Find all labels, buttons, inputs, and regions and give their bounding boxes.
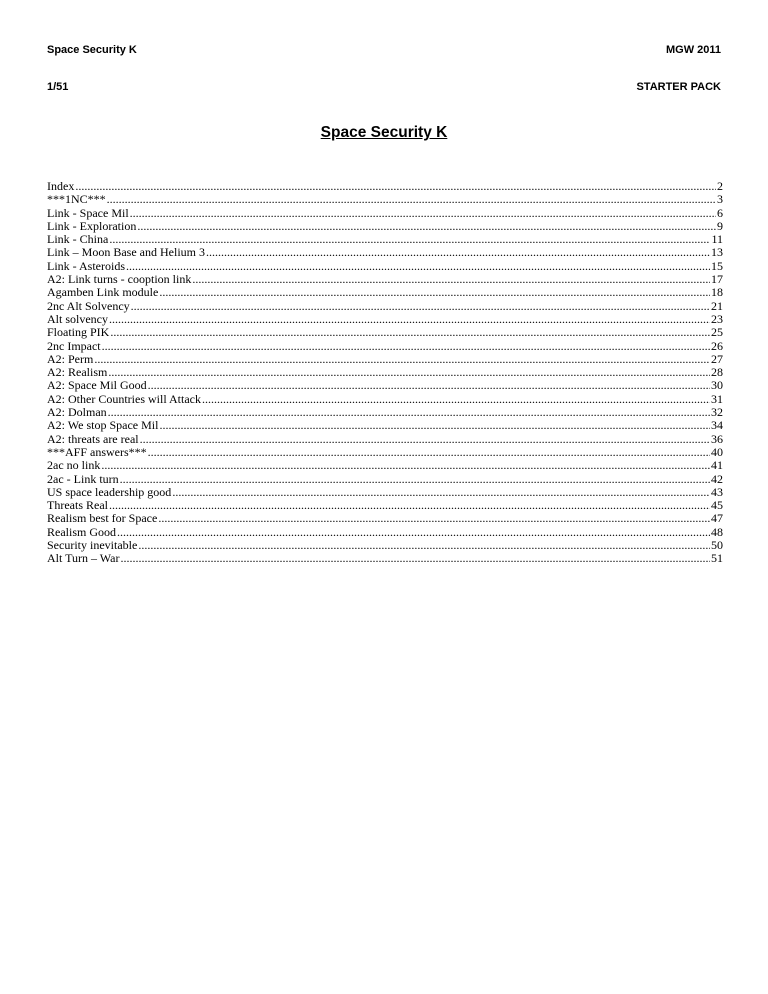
toc-entry-title: Floating PIK xyxy=(47,325,110,340)
toc-dot-leader xyxy=(75,180,716,193)
toc-entry[interactable] xyxy=(47,406,723,419)
toc-entry[interactable] xyxy=(47,526,723,539)
toc-entry-page: 28 xyxy=(711,365,723,380)
toc-entry-title: Alt Turn – War xyxy=(47,551,120,566)
toc-entry-page: 27 xyxy=(711,351,723,366)
toc-dot-leader xyxy=(206,246,710,259)
toc-dot-leader xyxy=(101,459,710,472)
toc-entry[interactable] xyxy=(47,366,723,379)
toc-dot-leader xyxy=(192,273,710,286)
toc-entry-page: 50 xyxy=(711,538,723,553)
toc-entry[interactable] xyxy=(47,313,723,326)
header-page-number: 1/51 xyxy=(47,81,69,93)
toc-entry-title: 2ac no link xyxy=(47,458,101,473)
toc-entry-page: 25 xyxy=(711,325,723,340)
toc-entry[interactable] xyxy=(47,499,723,512)
toc-dot-leader xyxy=(126,260,710,273)
toc-entry-title: Threats Real xyxy=(47,498,108,513)
toc-entry-title: A2: Space Mil Good xyxy=(47,378,147,393)
header-doc-title: Space Security K xyxy=(47,44,137,56)
table-of-contents xyxy=(47,180,723,566)
page-title: Space Security K xyxy=(320,124,448,141)
toc-dot-leader xyxy=(148,446,710,459)
toc-dot-leader xyxy=(109,313,710,326)
toc-entry-page: 18 xyxy=(711,285,723,300)
toc-entry-page: 42 xyxy=(711,471,723,486)
toc-entry-title: 2nc Impact xyxy=(47,338,101,353)
toc-dot-leader xyxy=(131,300,710,313)
toc-entry[interactable] xyxy=(47,180,723,193)
header-tournament: MGW 2011 xyxy=(665,44,721,56)
toc-entry-page: 9 xyxy=(717,218,723,233)
toc-entry-title: Link - Asteroids xyxy=(47,258,125,273)
toc-dot-leader xyxy=(172,486,710,499)
toc-dot-leader xyxy=(102,340,710,353)
toc-dot-leader xyxy=(108,366,710,379)
toc-entry-title: A2: Other Countries will Attack xyxy=(47,391,201,406)
toc-entry-title: A2: Link turns - cooption link xyxy=(47,272,192,287)
toc-entry-title: Link - China xyxy=(47,232,109,247)
toc-entry-page: 23 xyxy=(711,311,723,326)
toc-entry[interactable] xyxy=(47,393,723,406)
toc-dot-leader xyxy=(159,419,710,432)
toc-dot-leader xyxy=(107,193,716,206)
toc-entry-page: 51 xyxy=(711,551,723,566)
toc-entry-page: 31 xyxy=(711,391,723,406)
toc-entry-page: 2 xyxy=(717,179,723,193)
toc-entry-title: A2: Perm xyxy=(47,351,94,366)
toc-entry-page: 6 xyxy=(717,205,723,220)
toc-entry[interactable] xyxy=(47,512,723,525)
toc-entry-page: 36 xyxy=(711,431,723,446)
toc-entry-title: ***AFF answers*** xyxy=(47,444,147,459)
toc-dot-leader xyxy=(137,220,716,233)
toc-entry-title: Realism Good xyxy=(47,524,116,539)
toc-entry-title: A2: Realism xyxy=(47,365,108,380)
toc-entry-page: 26 xyxy=(711,338,723,353)
toc-entry-title: Link - Space Mil xyxy=(47,205,129,220)
toc-entry[interactable] xyxy=(47,220,723,233)
toc-entry-title: A2: threats are real xyxy=(47,431,139,446)
toc-entry[interactable] xyxy=(47,326,723,339)
toc-entry[interactable] xyxy=(47,539,723,552)
toc-entry-page: 30 xyxy=(711,378,723,393)
toc-dot-leader xyxy=(130,207,716,220)
toc-entry[interactable] xyxy=(47,273,723,286)
toc-entry-title: A2: We stop Space Mil xyxy=(47,418,159,433)
toc-entry[interactable] xyxy=(47,379,723,392)
toc-entry[interactable] xyxy=(47,193,723,206)
toc-entry-title: US space leadership good xyxy=(47,484,172,499)
toc-entry[interactable] xyxy=(47,459,723,472)
toc-entry[interactable] xyxy=(47,433,723,446)
toc-dot-leader xyxy=(202,393,710,406)
toc-entry[interactable] xyxy=(47,233,723,246)
toc-entry-title: Realism best for Space xyxy=(47,511,158,526)
toc-dot-leader xyxy=(158,512,710,525)
toc-entry[interactable] xyxy=(47,246,723,259)
toc-dot-leader xyxy=(117,526,710,539)
toc-entry-title: A2: Dolman xyxy=(47,405,107,420)
toc-entry-page: 48 xyxy=(711,524,723,539)
toc-entry[interactable] xyxy=(47,286,723,299)
toc-dot-leader xyxy=(121,552,711,565)
toc-dot-leader xyxy=(140,433,710,446)
toc-entry[interactable] xyxy=(47,473,723,486)
toc-entry[interactable] xyxy=(47,340,723,353)
toc-dot-leader xyxy=(148,379,710,392)
toc-dot-leader xyxy=(120,473,710,486)
toc-entry-title: 2nc Alt Solvency xyxy=(47,298,130,313)
toc-entry-page: 45 xyxy=(711,498,723,513)
toc-entry-page: 17 xyxy=(711,272,723,287)
toc-dot-leader xyxy=(109,499,710,512)
toc-entry[interactable] xyxy=(47,446,723,459)
toc-entry[interactable] xyxy=(47,353,723,366)
toc-entry-page: 3 xyxy=(717,192,723,207)
toc-entry-page: 43 xyxy=(711,484,723,499)
toc-entry-page: 21 xyxy=(711,298,723,313)
toc-entry-page: 41 xyxy=(711,458,723,473)
toc-entry[interactable] xyxy=(47,486,723,499)
toc-entry-title: Alt solvency xyxy=(47,311,108,326)
toc-entry-title: Index xyxy=(47,179,75,193)
toc-entry[interactable] xyxy=(47,260,723,273)
header-pack-label: STARTER PACK xyxy=(636,81,721,93)
toc-entry-title: Link - Exploration xyxy=(47,218,137,233)
toc-entry-title: ***1NC*** xyxy=(47,192,106,207)
toc-entry[interactable] xyxy=(47,552,723,565)
toc-dot-leader xyxy=(138,539,710,552)
toc-entry-page: 32 xyxy=(711,405,723,420)
toc-entry-page: 15 xyxy=(711,258,723,273)
toc-entry-title: 2ac - Link turn xyxy=(47,471,119,486)
toc-dot-leader xyxy=(94,353,710,366)
toc-entry[interactable] xyxy=(47,300,723,313)
toc-entry-title: Link – Moon Base and Helium 3 xyxy=(47,245,205,260)
toc-dot-leader xyxy=(110,326,710,339)
toc-entry-page: 47 xyxy=(711,511,723,526)
toc-dot-leader xyxy=(108,406,710,419)
toc-entry[interactable] xyxy=(47,207,723,220)
toc-dot-leader xyxy=(109,233,710,246)
toc-entry-page: 11 xyxy=(711,232,723,247)
toc-entry-page: 34 xyxy=(711,418,723,433)
toc-entry-page: 13 xyxy=(711,245,723,260)
toc-dot-leader xyxy=(159,286,710,299)
toc-entry[interactable] xyxy=(47,419,723,432)
toc-entry-page: 40 xyxy=(711,444,723,459)
toc-entry-title: Security inevitable xyxy=(47,538,138,553)
toc-entry-title: Agamben Link module xyxy=(47,285,159,300)
